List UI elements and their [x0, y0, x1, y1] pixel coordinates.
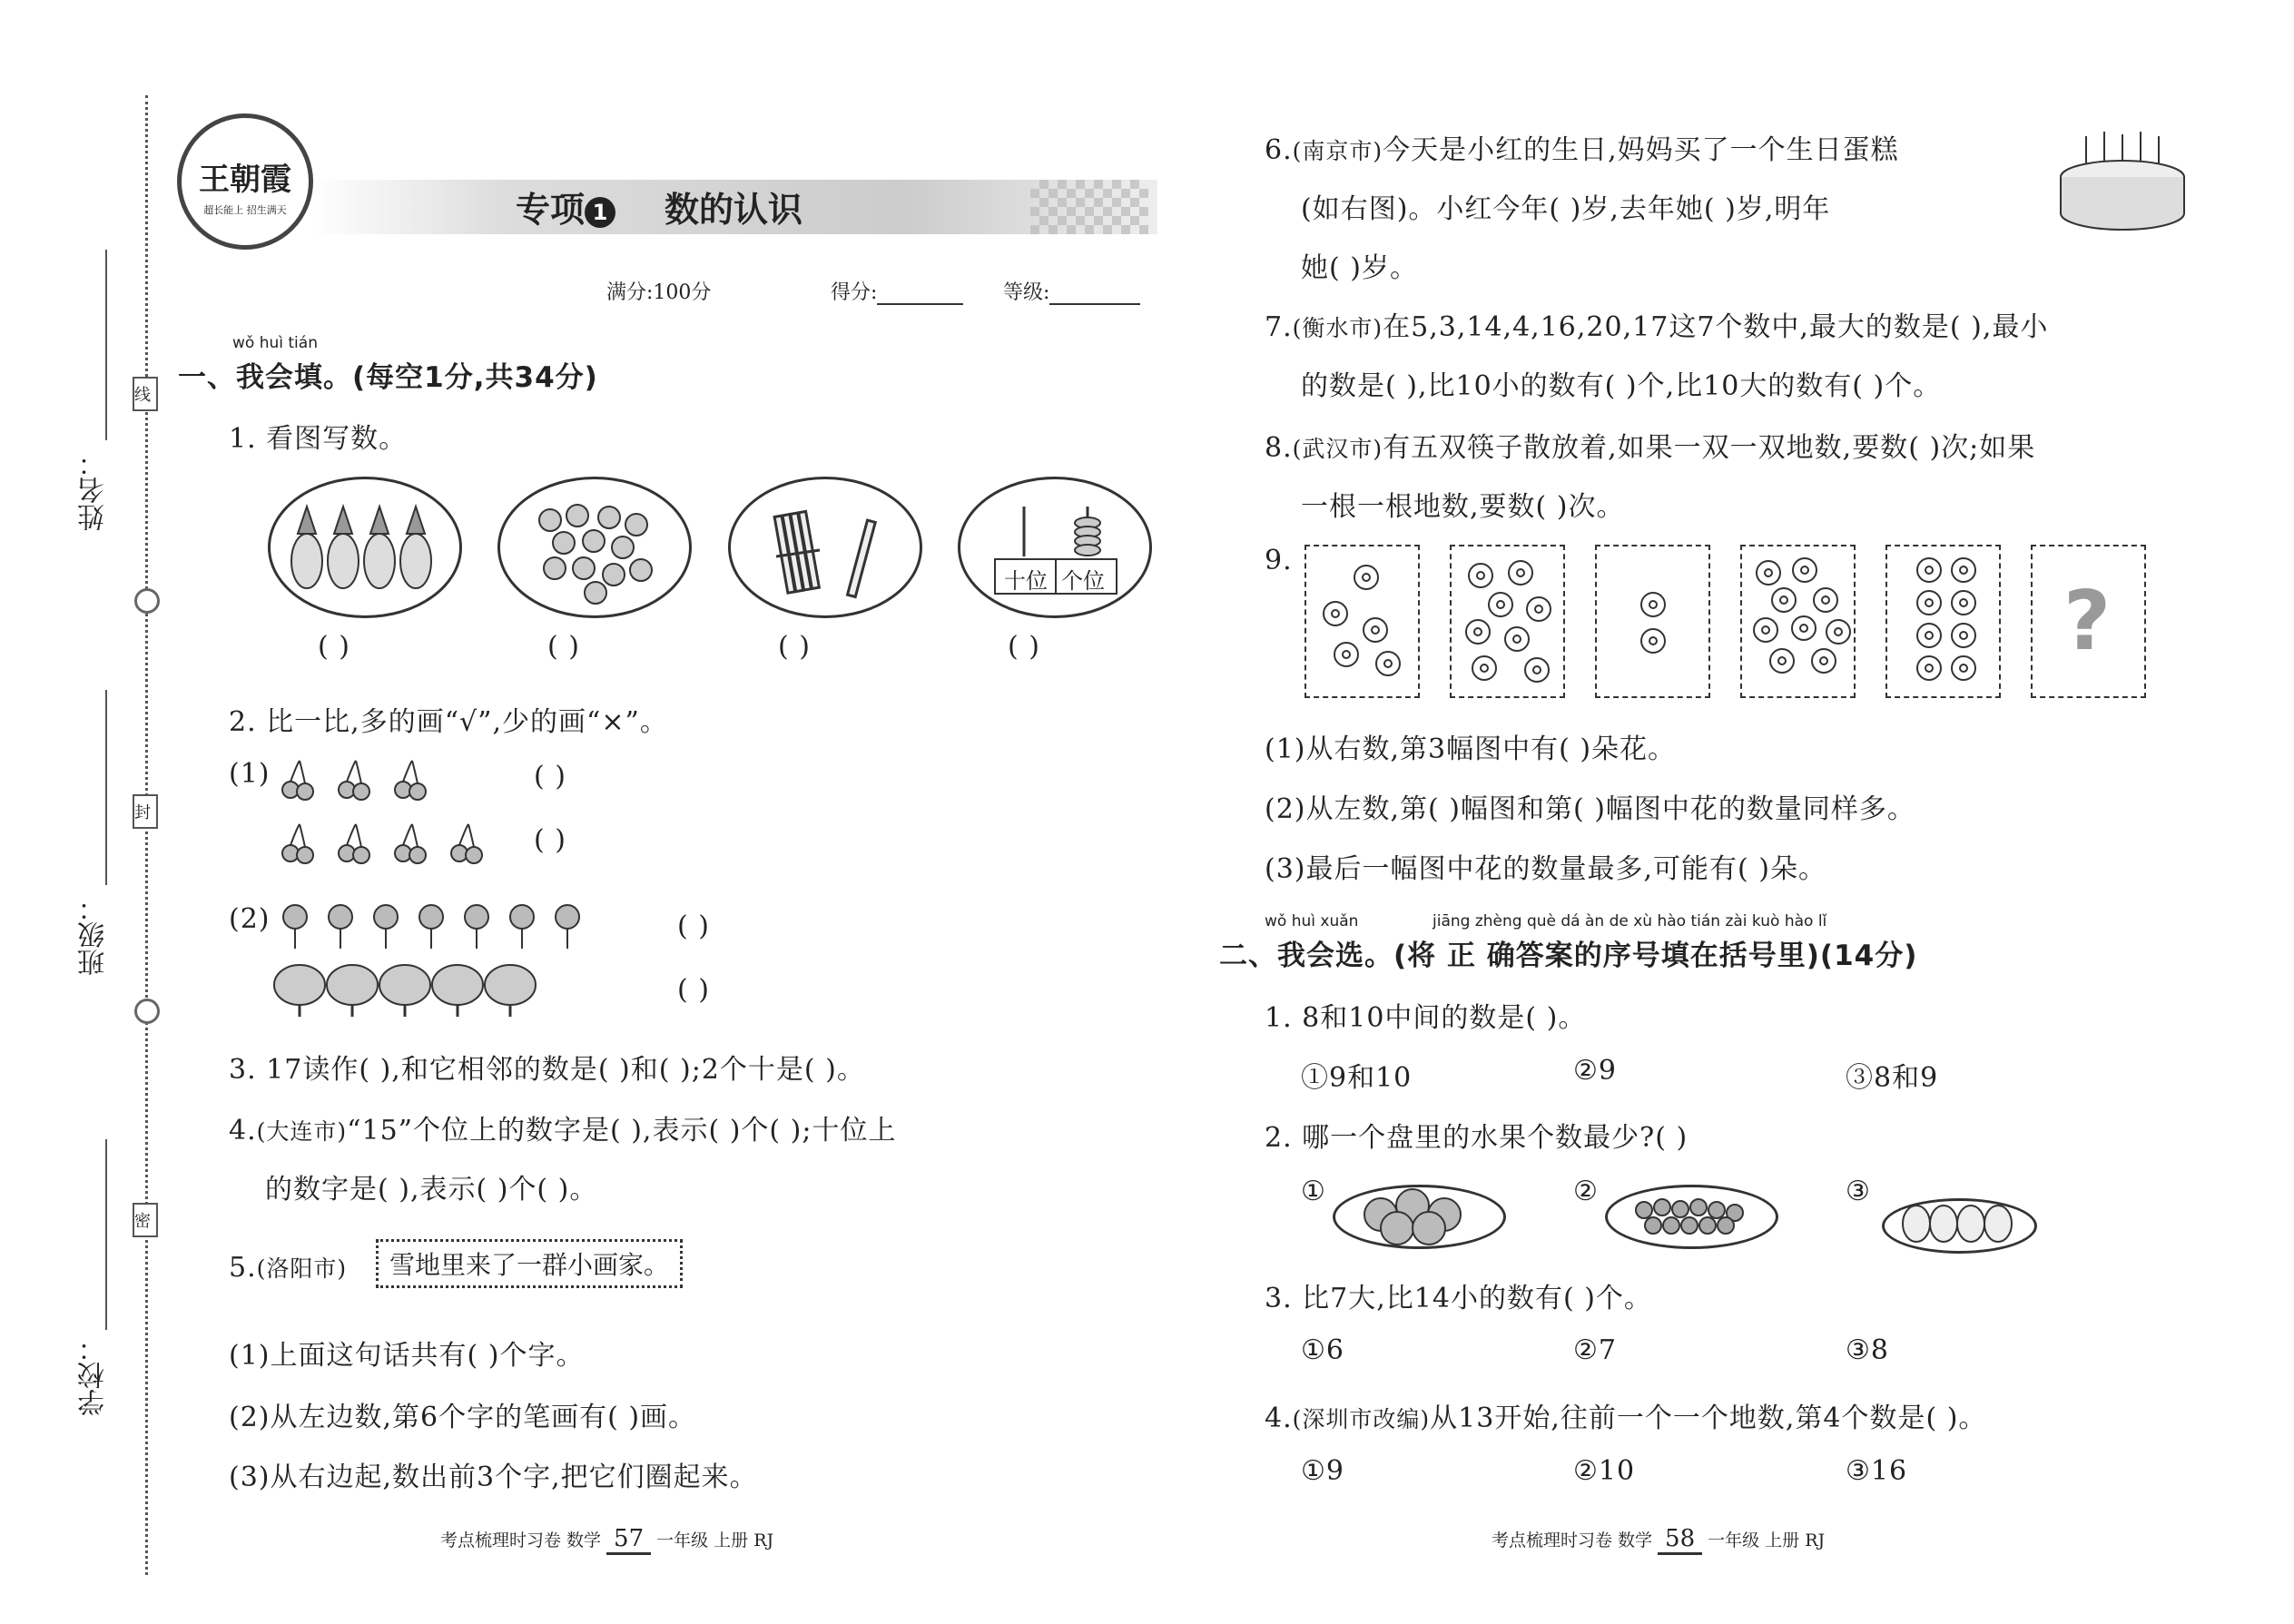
logo-text: 王朝霞: [199, 162, 291, 198]
grade-field: [1003, 277, 1140, 305]
q6-number: 6.: [1265, 134, 1293, 166]
title-prefix: 专项: [516, 190, 586, 230]
q5-2-text: (2)从左边数,第6个字的笔画有( )画。: [229, 1402, 697, 1433]
flower-icon: [1508, 560, 1533, 586]
footer-right-prefix: 考点梳理时习卷 数学: [1492, 1530, 1653, 1550]
page-number-57: 57: [606, 1525, 651, 1555]
flower-icon: [1468, 563, 1493, 588]
q4-number: 4.: [229, 1115, 257, 1147]
flower-box-1: [1305, 545, 1420, 698]
q8-line2: 一根一根地数,要数( )次。: [1301, 491, 1625, 523]
abacus-tens-label: 十位: [1004, 568, 1048, 594]
page-number-58: 58: [1658, 1525, 1702, 1555]
abacus-ones-label: 个位: [1061, 568, 1105, 594]
flower-icon: [1465, 619, 1491, 645]
section1-title: 一、我会填。(每空1分,共34分): [178, 361, 598, 394]
q4-text-a: “15”个位上的数字是( ),表示( )个( );十位上: [347, 1115, 897, 1147]
flower-icon: [1334, 642, 1359, 667]
q9-number: 9.: [1265, 545, 1293, 576]
strawberry-icon: [1608, 1187, 1776, 1246]
sticks-oval: [728, 477, 922, 618]
s1-text: 1. 8和10中间的数是( )。: [1265, 1002, 1587, 1034]
q2-blank[interactable]: ( ): [677, 910, 710, 942]
q2-text: 2. 比一比,多的画“√”,少的画“×”。: [229, 706, 668, 738]
flower-icon: [1916, 590, 1942, 615]
flower-icon: [1756, 560, 1781, 586]
flower-icon: [1916, 557, 1942, 583]
q5-sentence-box: 雪地里来了一群小画家。: [376, 1239, 683, 1288]
s2-option[interactable]: ①: [1301, 1176, 1326, 1207]
q5-number-city: [229, 1251, 347, 1284]
q9-3-text: (3)最后一幅图中花的数量最多,可能有( )朵。: [1265, 853, 1826, 885]
flower-box-2: [1450, 545, 1565, 698]
footer-right-suffix: 一年级 上册 RJ: [1708, 1530, 1826, 1550]
q9-2-text: (2)从左数,第( )幅图和第( )幅图中花的数量同样多。: [1265, 793, 1915, 825]
logo: [177, 113, 313, 250]
footer-left-suffix: 一年级 上册 RJ: [656, 1530, 774, 1550]
flower-icon: [1472, 655, 1497, 681]
flower-icon: [1811, 648, 1836, 674]
q1-answer-blank[interactable]: ( ): [778, 631, 811, 663]
pineapple-icon: [271, 479, 459, 615]
cherries-icon: [272, 753, 508, 876]
sticks-bundle-icon: [731, 479, 920, 615]
flower-icon: [1363, 617, 1388, 643]
flower-icon: [1771, 587, 1797, 613]
q4-line1: [229, 1107, 896, 1147]
s2-option[interactable]: ③: [1846, 1176, 1871, 1207]
q7-city: (衡水市): [1292, 315, 1383, 341]
class-label: 班级：: [78, 894, 110, 976]
flower-icon: [1640, 592, 1666, 617]
q6-text-a: 今天是小红的生日,妈妈买了一个生日蛋糕: [1383, 134, 1899, 166]
flower-box-3: [1595, 545, 1710, 698]
q8-line1: [1265, 425, 2035, 465]
s2-option[interactable]: ②: [1573, 1176, 1599, 1207]
score-label: 得分:: [831, 281, 878, 304]
q7-text-a: 在5,3,14,4,16,20,17这7个数中,最大的数是( ),最小: [1383, 311, 2049, 343]
section2-pinyin-b: jiāng zhèng què dá àn de xù hào tián zài kuò hào lǐ: [1433, 912, 1827, 930]
full-score: 满分:100分: [606, 281, 712, 304]
q2-blank[interactable]: ( ): [534, 761, 566, 792]
school-label: 学校：: [78, 1334, 110, 1416]
q2-1-label: (1): [229, 758, 271, 790]
grade-label: 等级:: [1003, 281, 1050, 304]
flower-box-4: [1740, 545, 1856, 698]
title-number-badge: 1: [585, 197, 615, 228]
footer-right: [1492, 1525, 1825, 1552]
flower-icon: [1375, 651, 1401, 676]
q1-answer-blank[interactable]: ( ): [547, 631, 580, 663]
pineapple-oval: [268, 477, 462, 618]
flower-icon: [1753, 617, 1778, 643]
orange-icon: [500, 479, 689, 615]
section1-pinyin: wǒ huì tián: [232, 334, 318, 352]
q7-line2: 的数是( ),比10小的数有( )个,比10大的数有( )个。: [1301, 370, 1942, 402]
flower-icon: [1951, 623, 1976, 648]
s4-line: [1265, 1395, 1986, 1435]
flower-icon: [1792, 557, 1817, 583]
section2-title: 二、我会选。(将 正 确答案的序号填在括号里)(14分): [1219, 940, 1918, 972]
s4-number: 4.: [1265, 1403, 1293, 1434]
q2-blank[interactable]: ( ): [677, 974, 710, 1006]
q6-line1: [1265, 127, 1899, 167]
q6-city: (南京市): [1292, 138, 1383, 164]
logo-subtext: 超长能上 招生满天: [203, 204, 287, 216]
flower-icon: [1526, 596, 1551, 622]
pear-icon: [1885, 1201, 2034, 1251]
q8-city: (武汉市): [1292, 436, 1383, 462]
q5-city: (洛阳市): [256, 1255, 348, 1282]
fruit-plate-3: [1882, 1198, 2037, 1254]
title-checker-pattern: [1030, 180, 1148, 234]
s1-option[interactable]: ①9和10: [1301, 1062, 1413, 1094]
seal-mark-line: 线: [133, 377, 158, 411]
roses-and-trees-icon: [272, 894, 635, 1021]
s3-option[interactable]: ②7: [1573, 1334, 1617, 1366]
s4-city: (深圳市改编): [1292, 1406, 1431, 1432]
page-title: [516, 182, 802, 231]
q4-line2: 的数字是( ),表示( )个( )。: [265, 1174, 598, 1206]
q6-line3: 她( )岁。: [1301, 252, 1418, 284]
s1-option[interactable]: ②9: [1573, 1055, 1617, 1087]
flower-box-6: [2031, 545, 2146, 698]
q8-number: 8.: [1265, 432, 1293, 464]
flower-icon: [1916, 623, 1942, 648]
flower-icon: [1916, 655, 1942, 681]
question-mark-icon: ?: [2063, 574, 2112, 669]
flower-icon: [1791, 615, 1816, 641]
flower-icon: [1323, 601, 1348, 626]
q2-2-label: (2): [229, 903, 271, 935]
seal-mark-secret: 密: [133, 1203, 158, 1237]
score-field: [831, 277, 963, 305]
q8-text-a: 有五双筷子散放着,如果一双一双地数,要数( )次;如果: [1383, 432, 2036, 464]
s4-option[interactable]: ①9: [1301, 1455, 1344, 1487]
oranges-oval: [497, 477, 692, 618]
flower-icon: [1488, 592, 1513, 617]
q1-answer-blank[interactable]: ( ): [318, 631, 350, 663]
q7-line1: [1265, 304, 2048, 344]
s1-option[interactable]: ③8和9: [1846, 1062, 1939, 1094]
flower-icon: [1813, 587, 1838, 613]
title-main: 数的认识: [665, 190, 803, 230]
q7-number: 7.: [1265, 311, 1293, 343]
q5-3-text: (3)从右边起,数出前3个字,把它们圈起来。: [229, 1462, 758, 1493]
fruit-plate-1: [1333, 1185, 1506, 1249]
flower-icon: [1354, 565, 1379, 590]
q1-text: 1. 看图写数。: [229, 423, 408, 455]
flower-box-5: [1885, 545, 2001, 698]
seal-mark-seal: 封: [133, 794, 158, 829]
s2-text: 2. 哪一个盘里的水果个数最少?( ): [1265, 1122, 1689, 1154]
s3-text: 3. 比7大,比14小的数有( )个。: [1265, 1283, 1652, 1314]
footer-left: [440, 1525, 773, 1552]
birthday-cake-icon: [2054, 127, 2191, 231]
q3-text: 3. 17读作( ),和它相邻的数是( )和( );2个十是( )。: [229, 1054, 865, 1086]
flower-icon: [1951, 590, 1976, 615]
q1-answer-blank[interactable]: ( ): [1008, 631, 1040, 663]
flower-icon: [1951, 557, 1976, 583]
s3-option[interactable]: ③8: [1846, 1334, 1889, 1366]
q4-city: (大连市): [256, 1118, 348, 1145]
abacus-icon: [960, 479, 1149, 615]
q2-blank[interactable]: ( ): [534, 824, 566, 856]
fruit-plate-2: [1605, 1185, 1778, 1249]
s4-option[interactable]: ③16: [1846, 1455, 1908, 1487]
footer-left-prefix: 考点梳理时习卷 数学: [440, 1530, 602, 1550]
q6-line2: (如右图)。小红今年( )岁,去年她( )岁,明年: [1301, 193, 1831, 225]
flower-icon: [1640, 628, 1666, 654]
s3-option[interactable]: ①6: [1301, 1334, 1344, 1366]
s4-option[interactable]: ②10: [1573, 1455, 1636, 1487]
flower-icon: [1504, 626, 1530, 652]
q5-1-text: (1)上面这句话共有( )个字。: [229, 1340, 585, 1372]
persimmon-icon: [1335, 1187, 1503, 1246]
s4-text: 从13开始,往前一个一个地数,第4个数是( )。: [1430, 1403, 1987, 1434]
right-page: [1147, 0, 2294, 1624]
name-label: 姓名：: [78, 449, 110, 531]
flower-icon: [1769, 648, 1795, 674]
q5-number: 5.: [229, 1252, 257, 1284]
flower-icon: [1951, 655, 1976, 681]
section2-pinyin-a: wǒ huì xuǎn: [1265, 912, 1359, 930]
abacus-oval: [958, 477, 1152, 618]
q9-1-text: (1)从右数,第3幅图中有( )朵花。: [1265, 733, 1677, 765]
flower-icon: [1826, 619, 1851, 645]
flower-icon: [1524, 657, 1550, 683]
